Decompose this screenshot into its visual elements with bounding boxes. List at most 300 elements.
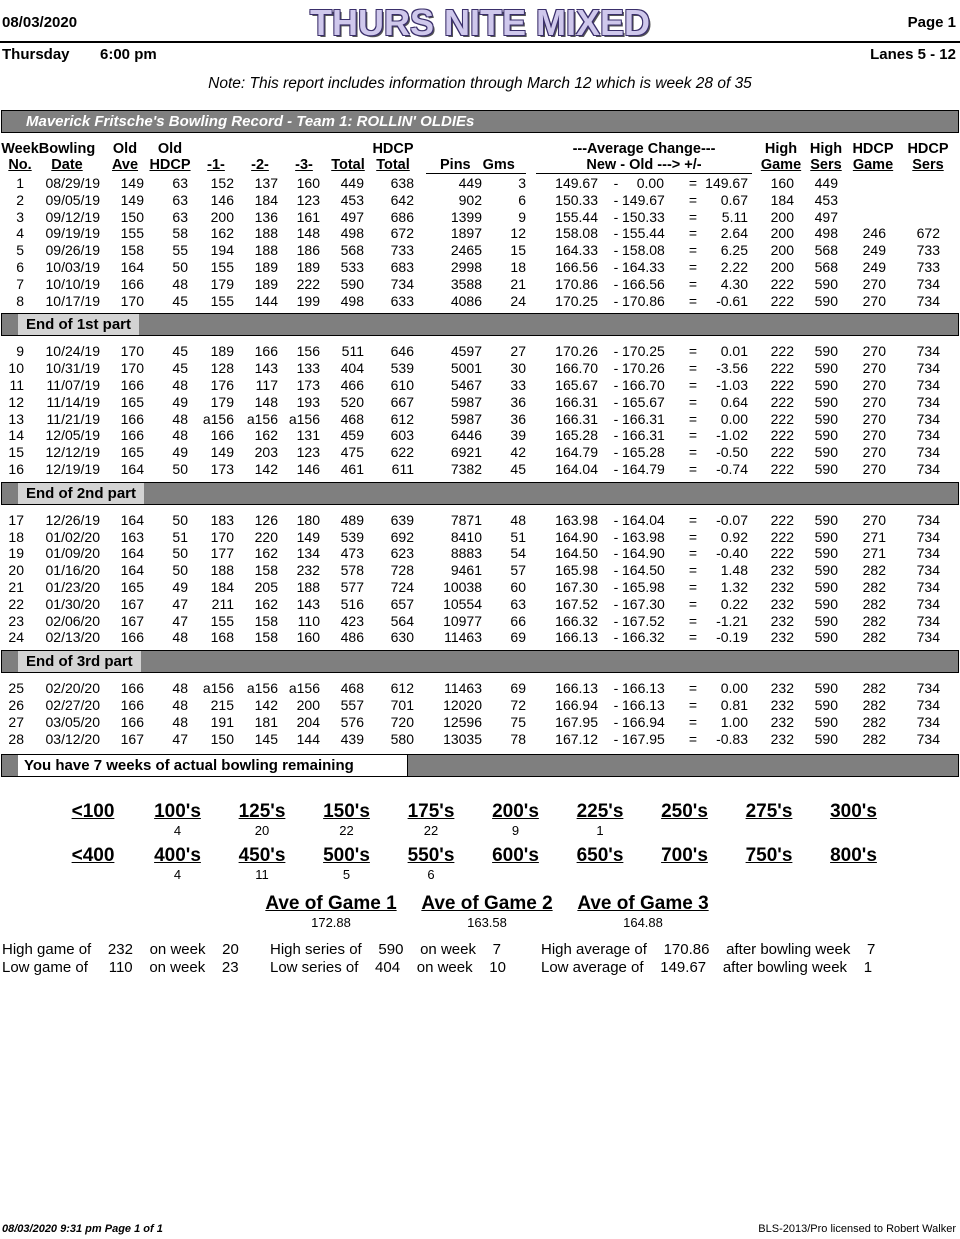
table-cell: 01/09/20 <box>45 545 100 562</box>
table-cell: 633 <box>390 292 414 309</box>
table-cell: 0.64 <box>720 393 748 410</box>
bucket-count: 9 <box>511 823 520 838</box>
table-cell: 2.64 <box>720 225 748 242</box>
table-cell: 150.33 <box>622 208 665 225</box>
table-cell: 152 <box>210 175 234 191</box>
table-cell: - <box>613 242 619 259</box>
table-cell: 16 <box>8 461 24 477</box>
table-cell: 176 <box>210 377 234 393</box>
table-cell: 188 <box>254 242 278 259</box>
table-cell: -0.50 <box>716 444 748 461</box>
table-cell: 475 <box>340 444 364 461</box>
table-cell: 188 <box>254 225 278 242</box>
table-cell: 164 <box>120 461 144 477</box>
table-cell: 12/05/19 <box>45 427 100 444</box>
table-cell: 232 <box>770 629 794 646</box>
table-cell: = <box>688 343 698 360</box>
league-lanes: Lanes 5 - 12 <box>870 46 956 63</box>
table-cell: 170.26 <box>622 360 665 377</box>
report-date: 08/03/2020 <box>2 14 78 31</box>
high-series-stat: High series of 590 on week 7 <box>270 941 501 958</box>
table-cell: 45 <box>172 292 188 309</box>
table-cell: 163 <box>120 528 144 545</box>
table-cell: 590 <box>814 697 838 713</box>
bucket-label: 600's <box>492 845 539 866</box>
table-cell: 166.70 <box>622 377 665 393</box>
table-cell: = <box>688 242 698 259</box>
table-cell: 199 <box>296 292 320 309</box>
game-average-value: 172.88 <box>311 915 351 930</box>
table-cell: 270 <box>862 292 886 309</box>
table-cell: 158 <box>120 242 144 259</box>
table-cell: 590 <box>814 410 838 427</box>
table-cell: 590 <box>814 713 838 730</box>
table-cell: = <box>688 511 698 528</box>
table-cell: 590 <box>814 528 838 545</box>
table-cell: 734 <box>390 275 414 292</box>
table-cell: 166 <box>120 410 144 427</box>
table-cell: 590 <box>814 629 838 646</box>
series-range-bucket <box>312 845 382 882</box>
table-cell: 155.44 <box>555 208 598 225</box>
table-cell: 11463 <box>444 629 482 646</box>
col-hdcp-game: HDCP Game <box>852 141 894 173</box>
table-cell: -0.07 <box>716 511 748 528</box>
report-note: Note: This report includes information through March 12 which is week 28 of 35 <box>208 75 752 92</box>
table-cell: 404 <box>340 360 364 377</box>
table-cell: 166 <box>120 713 144 730</box>
table-cell: 11/07/19 <box>46 377 100 393</box>
series-range-bucket <box>734 845 804 867</box>
table-cell: - <box>613 343 619 360</box>
table-cell: 902 <box>458 191 482 208</box>
table-cell: 69 <box>510 680 526 697</box>
table-cell: 222 <box>770 393 794 410</box>
high-average-stat: High average of 170.86 after bowling week 7 <box>541 941 876 958</box>
table-cell: 734 <box>916 713 940 730</box>
table-cell: 497 <box>814 208 838 225</box>
table-cell: 131 <box>296 427 320 444</box>
table-cell: 222 <box>770 545 794 562</box>
table-cell: 155 <box>120 225 144 242</box>
table-cell: 232 <box>770 612 794 629</box>
table-row <box>0 175 960 192</box>
bucket-label: <400 <box>71 845 115 866</box>
part-label: End of 1st part <box>18 314 139 335</box>
table-cell: 222 <box>770 427 794 444</box>
table-cell: 576 <box>340 713 364 730</box>
table-cell: 161 <box>296 208 320 225</box>
table-cell: 734 <box>916 377 940 393</box>
table-cell: 612 <box>390 680 414 697</box>
game-range-bucket <box>650 801 720 823</box>
table-cell: 188 <box>210 562 234 579</box>
table-cell: 701 <box>390 697 414 713</box>
table-cell: 193 <box>296 393 320 410</box>
low-average-stat: Low average of 149.67 after bowling week 1 <box>541 959 873 976</box>
table-cell: 449 <box>814 175 838 191</box>
bucket-label: 550's <box>407 845 455 866</box>
table-row <box>0 596 960 613</box>
table-row <box>0 512 960 529</box>
bucket-label: 300's <box>830 801 877 822</box>
table-cell: 19 <box>8 545 24 562</box>
table-cell: 270 <box>862 393 886 410</box>
table-cell: 0.00 <box>720 410 748 427</box>
table-cell: 222 <box>770 343 794 360</box>
table-row <box>0 360 960 377</box>
table-cell: 17 <box>8 511 24 528</box>
table-cell: 249 <box>862 242 886 259</box>
table-cell: - <box>613 393 619 410</box>
table-cell: 282 <box>862 713 886 730</box>
table-cell: 36 <box>510 393 526 410</box>
col-game3: -3- <box>295 157 313 173</box>
table-cell: 200 <box>770 208 794 225</box>
table-cell: 646 <box>390 343 414 360</box>
footer-license: BLS-2013/Pro licensed to Robert Walker <box>758 1223 956 1235</box>
table-cell: 232 <box>770 680 794 697</box>
table-cell: 9461 <box>450 562 482 579</box>
table-cell: 2 <box>16 191 24 208</box>
table-cell: 270 <box>862 410 886 427</box>
table-cell: 25 <box>8 680 24 697</box>
table-cell: 162 <box>254 595 278 612</box>
bucket-label: 125's <box>238 801 286 822</box>
table-cell: 590 <box>814 461 838 477</box>
table-cell: 8410 <box>450 528 482 545</box>
table-cell: 189 <box>296 259 320 275</box>
table-cell: 03/12/20 <box>45 730 100 747</box>
table-cell: 5467 <box>450 377 482 393</box>
col-high-sers: High Sers <box>809 141 843 173</box>
table-cell: - <box>613 225 619 242</box>
table-cell: 461 <box>340 461 364 477</box>
bucket-count: 5 <box>342 867 351 882</box>
table-cell: 167 <box>120 595 144 612</box>
table-cell: 734 <box>916 697 940 713</box>
table-cell: = <box>688 410 698 427</box>
table-cell: 14 <box>8 427 24 444</box>
table-cell: - <box>613 595 619 612</box>
table-cell: 142 <box>254 461 278 477</box>
table-cell: - <box>613 545 619 562</box>
table-cell: 143 <box>296 595 320 612</box>
table-cell: 8883 <box>450 545 482 562</box>
record-title-band <box>1 110 959 133</box>
table-cell: = <box>688 545 698 562</box>
table-cell: 166.70 <box>555 360 598 377</box>
table-cell: 282 <box>862 579 886 595</box>
table-cell: 720 <box>390 713 414 730</box>
table-cell: 10977 <box>443 612 482 629</box>
footer-print-info: 08/03/2020 9:31 pm Page 1 of 1 <box>2 1223 163 1235</box>
table-cell: 3588 <box>450 275 482 292</box>
table-cell: 180 <box>296 511 320 528</box>
table-cell: 222 <box>770 275 794 292</box>
table-cell: 189 <box>254 259 278 275</box>
table-cell: 473 <box>340 545 364 562</box>
table-cell: 48 <box>172 629 188 646</box>
table-cell: 18 <box>510 259 526 275</box>
bucket-label: 400's <box>154 845 201 866</box>
table-cell: 7 <box>16 275 24 292</box>
table-cell: 200 <box>296 697 320 713</box>
table-cell: 282 <box>862 697 886 713</box>
table-row <box>0 629 960 646</box>
table-cell: 638 <box>390 175 414 191</box>
table-cell: 4086 <box>450 292 482 309</box>
table-cell: 459 <box>340 427 364 444</box>
table-cell: 533 <box>340 259 364 275</box>
table-cell: 170 <box>120 343 144 360</box>
table-cell: 642 <box>390 191 414 208</box>
table-cell: 24 <box>510 292 526 309</box>
series-range-bucket <box>481 845 551 867</box>
table-cell: 683 <box>390 259 414 275</box>
table-row <box>0 579 960 596</box>
table-cell: 08/29/19 <box>45 175 100 191</box>
table-cell: 48 <box>510 511 526 528</box>
table-cell: - <box>613 579 619 595</box>
table-cell: 50 <box>172 461 188 477</box>
table-cell: 577 <box>340 579 364 595</box>
table-cell: 6446 <box>450 427 482 444</box>
table-cell: 539 <box>340 528 364 545</box>
table-cell: 78 <box>510 730 526 747</box>
table-cell: 590 <box>814 377 838 393</box>
table-cell: 47 <box>172 612 188 629</box>
bucket-count: 22 <box>423 823 439 838</box>
table-cell: 5001 <box>450 360 482 377</box>
table-cell: 165.98 <box>622 579 665 595</box>
table-cell: 590 <box>814 562 838 579</box>
table-cell: 143 <box>254 360 278 377</box>
table-cell: 1399 <box>450 208 482 225</box>
table-cell: - <box>613 208 619 225</box>
table-cell: 09/26/19 <box>45 242 100 259</box>
table-row <box>0 242 960 259</box>
table-cell: 222 <box>770 410 794 427</box>
table-cell: 672 <box>916 225 940 242</box>
remaining-band <box>1 754 959 777</box>
table-cell: 200 <box>210 208 234 225</box>
table-cell: 191 <box>210 713 234 730</box>
table-cell: 22 <box>8 595 24 612</box>
game-range-bucket <box>396 801 466 838</box>
table-cell: 21 <box>510 275 526 292</box>
table-cell: 170.25 <box>622 343 665 360</box>
table-row <box>0 444 960 461</box>
table-row <box>0 680 960 697</box>
table-cell: = <box>688 528 698 545</box>
league-time: 6:00 pm <box>100 46 157 63</box>
table-cell: 734 <box>916 595 940 612</box>
table-cell: 5987 <box>450 410 482 427</box>
table-cell: 12/19/19 <box>45 461 100 477</box>
table-cell: 10554 <box>443 595 482 612</box>
table-cell: 0.81 <box>720 697 748 713</box>
table-cell: 184 <box>254 191 278 208</box>
table-cell: 11/21/19 <box>46 410 100 427</box>
table-cell: 133 <box>296 360 320 377</box>
table-cell: 204 <box>296 713 320 730</box>
table-cell: 590 <box>814 545 838 562</box>
table-cell: = <box>688 208 698 225</box>
table-row <box>0 209 960 226</box>
table-row <box>0 225 960 242</box>
table-cell: 734 <box>916 680 940 697</box>
table-cell: 423 <box>340 612 364 629</box>
table-cell: 181 <box>254 713 278 730</box>
table-cell: 271 <box>862 528 886 545</box>
table-cell: 03/05/20 <box>45 713 100 730</box>
table-cell: -0.74 <box>716 461 748 477</box>
table-cell: = <box>688 225 698 242</box>
table-cell: 7871 <box>450 511 482 528</box>
table-cell: 222 <box>770 292 794 309</box>
table-cell: 165.98 <box>555 562 598 579</box>
series-range-bucket <box>819 845 889 867</box>
table-cell: 110 <box>297 612 320 629</box>
series-range-bucket <box>227 845 297 882</box>
table-cell: a156 <box>288 680 320 697</box>
table-cell: 123 <box>296 191 320 208</box>
table-cell: = <box>688 360 698 377</box>
table-cell: 164 <box>120 545 144 562</box>
table-cell: 1.48 <box>720 562 748 579</box>
table-cell: 657 <box>390 595 414 612</box>
table-cell: - <box>613 562 619 579</box>
table-cell: 1.00 <box>720 713 748 730</box>
col-week: Week No. <box>1 141 39 173</box>
table-cell: - <box>613 612 619 629</box>
table-cell: 149 <box>296 528 320 545</box>
table-cell: 249 <box>862 259 886 275</box>
table-cell: 9 <box>518 208 526 225</box>
table-cell: - <box>613 275 619 292</box>
table-cell: = <box>688 377 698 393</box>
table-cell: 170.86 <box>555 275 598 292</box>
table-cell: 49 <box>172 579 188 595</box>
table-cell: 75 <box>510 713 526 730</box>
table-cell: 220 <box>254 528 278 545</box>
table-cell: = <box>688 595 698 612</box>
table-cell: - <box>613 730 619 747</box>
table-cell: 48 <box>172 410 188 427</box>
table-cell: -1.21 <box>716 612 748 629</box>
bucket-label: 650's <box>576 845 624 866</box>
table-cell: 486 <box>340 629 364 646</box>
low-game-stat: Low game of 110 on week 23 <box>2 959 239 976</box>
table-cell: 51 <box>510 528 526 545</box>
table-cell: 155 <box>210 612 234 629</box>
table-cell: 164 <box>120 259 144 275</box>
table-cell: 557 <box>340 697 364 713</box>
table-cell: 13035 <box>443 730 482 747</box>
table-cell: 21 <box>8 579 24 595</box>
col-date: Bowling Date <box>38 141 96 173</box>
table-cell: 179 <box>210 393 234 410</box>
table-cell: 166.13 <box>622 697 665 713</box>
table-row <box>0 562 960 579</box>
series-range-bucket <box>396 845 466 882</box>
table-cell: = <box>688 579 698 595</box>
table-cell: 511 <box>341 343 364 360</box>
table-cell: 01/23/20 <box>45 579 100 595</box>
game-average <box>570 893 716 930</box>
table-cell: - <box>613 259 619 275</box>
table-cell: 622 <box>390 444 414 461</box>
table-cell: 166 <box>120 275 144 292</box>
table-cell: 36 <box>510 410 526 427</box>
table-cell: 568 <box>814 259 838 275</box>
table-cell: 728 <box>390 562 414 579</box>
table-cell: 564 <box>390 612 414 629</box>
table-cell: 166.94 <box>622 713 665 730</box>
table-cell: 590 <box>340 275 364 292</box>
table-cell: 590 <box>814 511 838 528</box>
table-cell: 282 <box>862 680 886 697</box>
table-cell: 165 <box>120 393 144 410</box>
table-cell: 516 <box>340 595 364 612</box>
table-cell: 164 <box>120 511 144 528</box>
table-cell: 12 <box>510 225 526 242</box>
table-cell: 6921 <box>450 444 482 461</box>
table-cell: 270 <box>862 360 886 377</box>
table-cell: 160 <box>296 175 320 191</box>
table-cell: = <box>688 680 698 697</box>
table-cell: = <box>688 461 698 477</box>
table-cell: 166.56 <box>555 259 598 275</box>
bucket-label: 250's <box>661 801 708 822</box>
table-cell: 734 <box>916 292 940 309</box>
table-cell: 590 <box>814 343 838 360</box>
table-cell: 23 <box>8 612 24 629</box>
table-cell: 734 <box>916 511 940 528</box>
table-cell: 222 <box>770 377 794 393</box>
part-band <box>1 313 959 336</box>
bucket-label: 150's <box>323 801 370 822</box>
table-cell: 497 <box>340 208 364 225</box>
table-cell: 02/06/20 <box>45 612 100 629</box>
table-cell: 28 <box>8 730 24 747</box>
table-row <box>0 259 960 276</box>
table-cell: 590 <box>814 680 838 697</box>
table-cell: 194 <box>210 242 234 259</box>
table-cell: 10/31/19 <box>45 360 100 377</box>
table-cell: 158 <box>254 629 278 646</box>
table-cell: 449 <box>458 175 482 191</box>
table-cell: 0.01 <box>720 343 748 360</box>
table-cell: - <box>613 697 619 713</box>
page-number: Page 1 <box>907 14 956 31</box>
table-cell: 128 <box>210 360 234 377</box>
table-cell: 498 <box>340 292 364 309</box>
table-cell: 184 <box>770 191 794 208</box>
table-cell: 166.31 <box>622 410 665 427</box>
table-cell: 20 <box>8 562 24 579</box>
table-cell: a156 <box>246 410 278 427</box>
table-cell: 590 <box>814 393 838 410</box>
table-cell: - <box>613 292 619 309</box>
part-label: End of 3rd part <box>18 651 141 672</box>
table-cell: 282 <box>862 562 886 579</box>
table-cell: 149 <box>120 191 144 208</box>
table-cell: 164.90 <box>555 528 598 545</box>
game-average-value: 163.58 <box>467 915 507 930</box>
table-cell: 57 <box>510 562 526 579</box>
